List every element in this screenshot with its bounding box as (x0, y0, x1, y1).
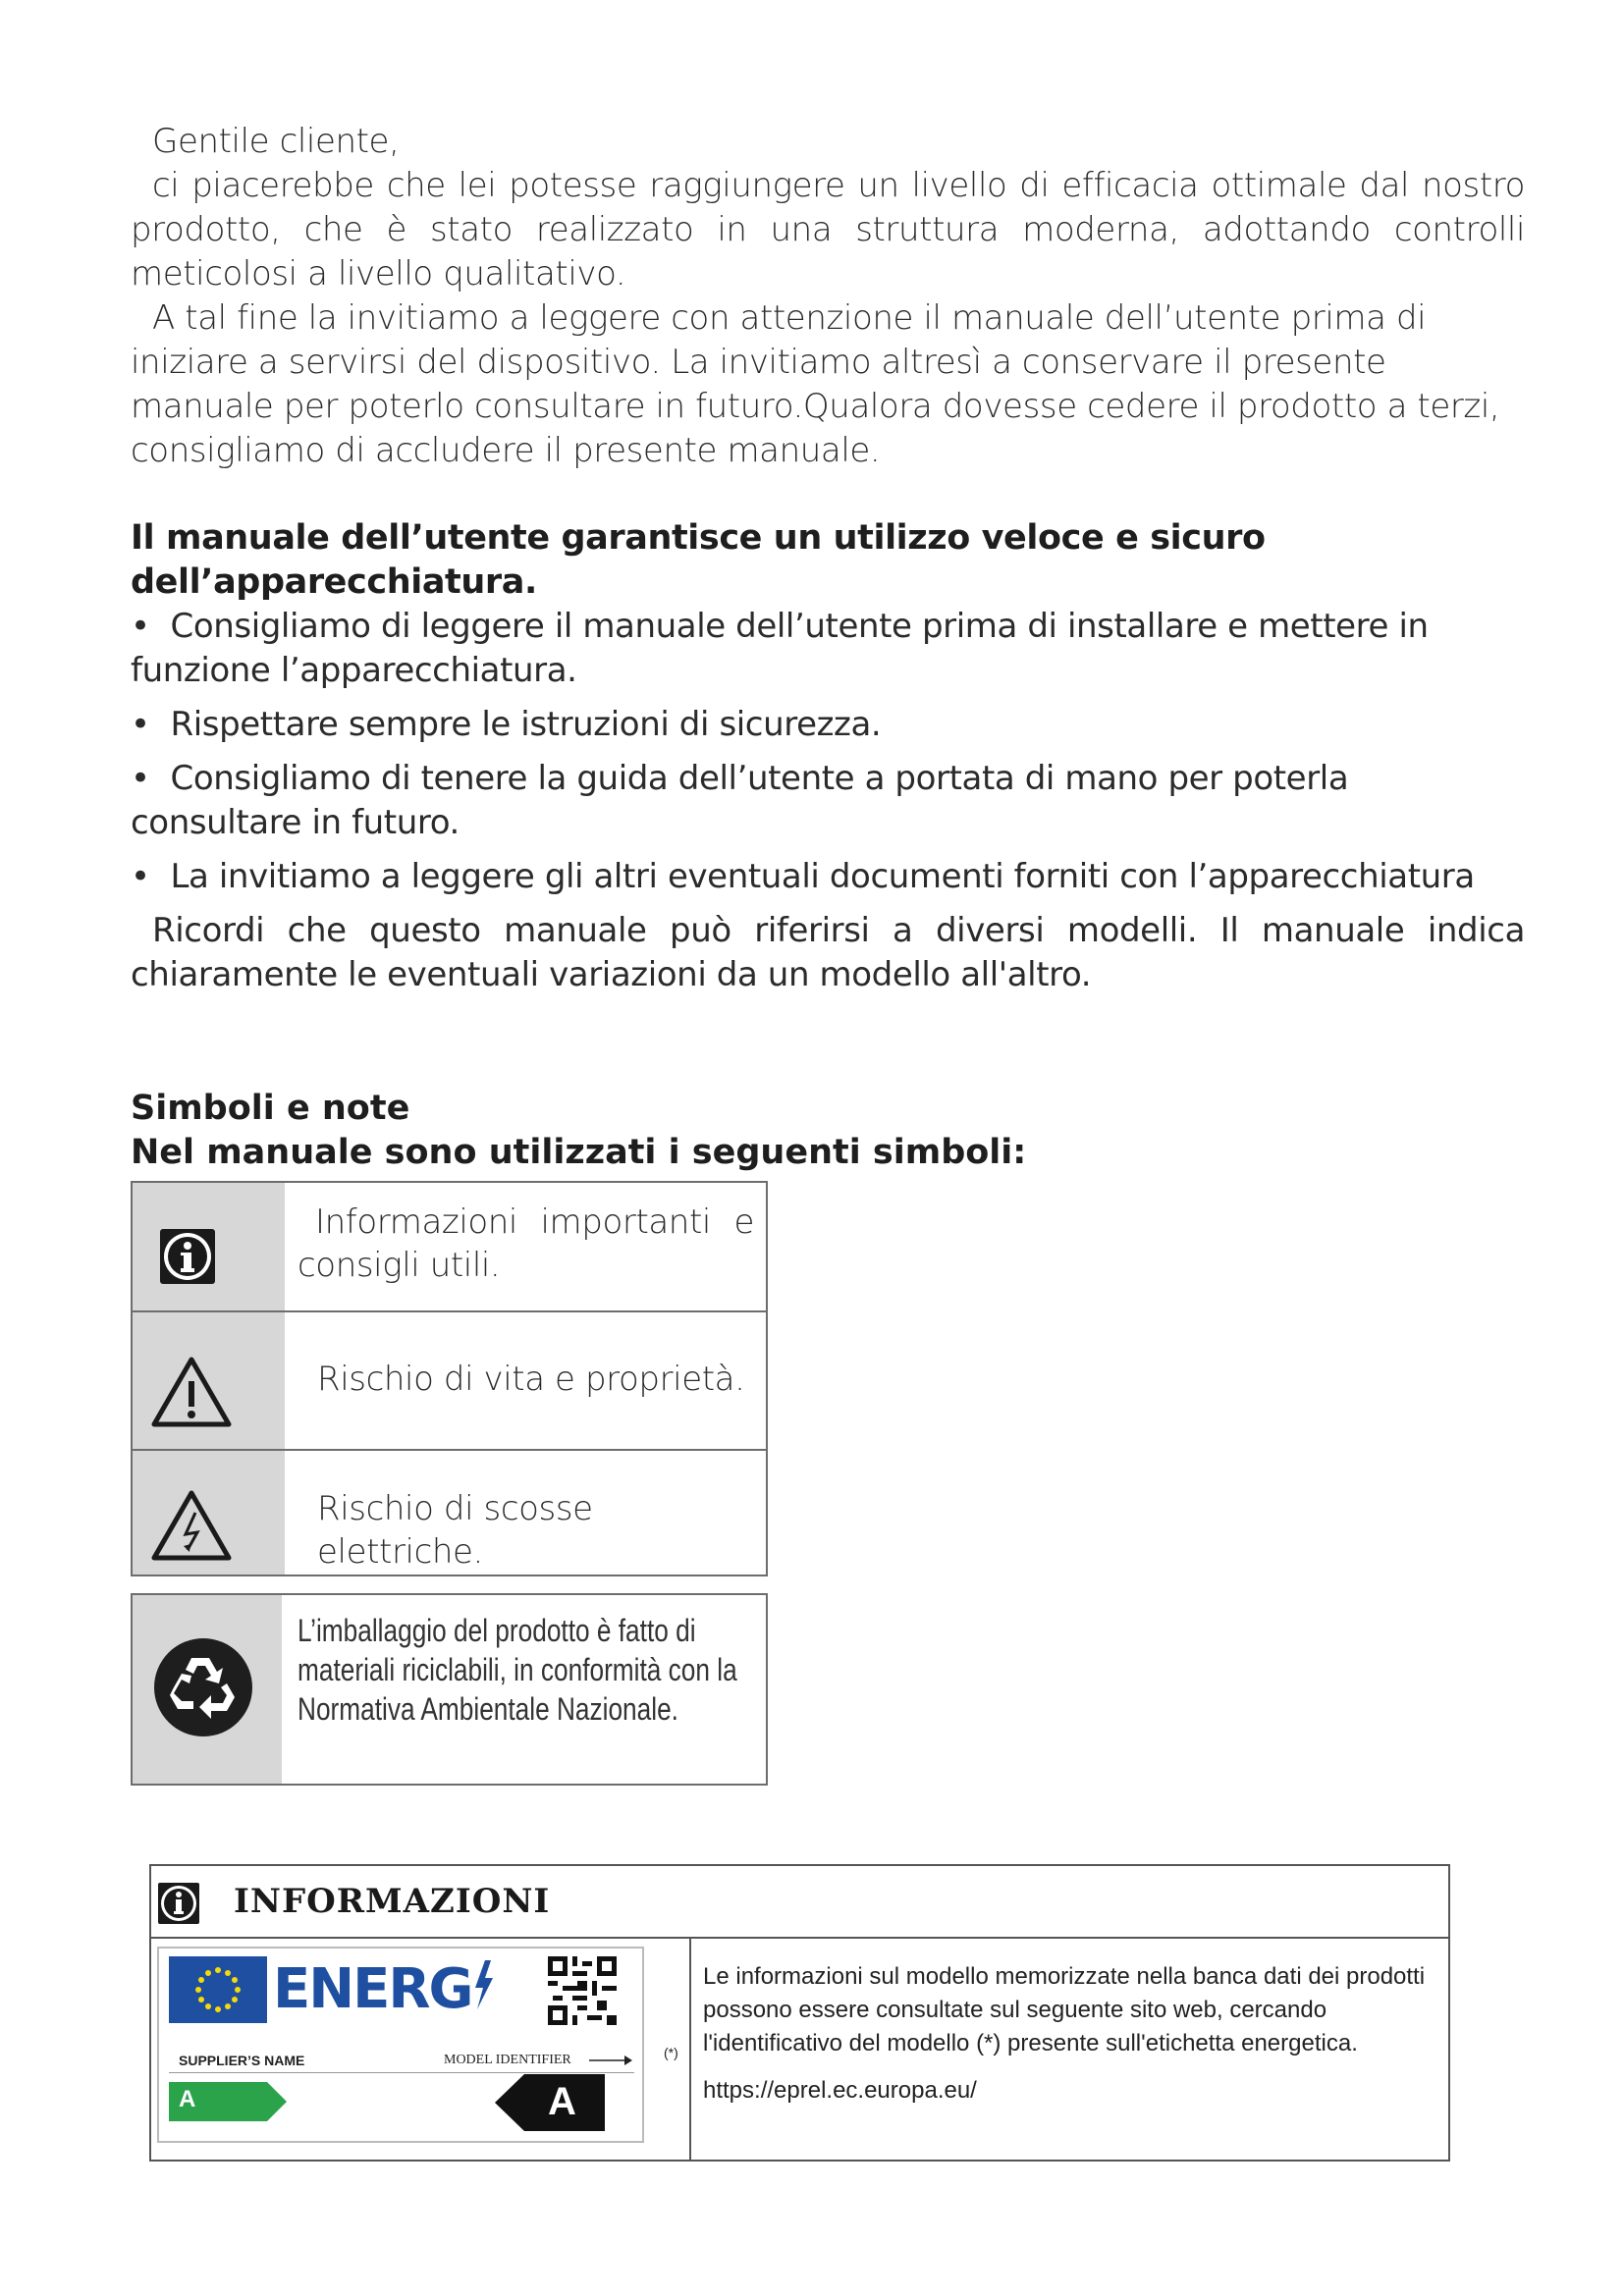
bullet-mark: • (131, 607, 150, 646)
symbols-section (131, 1087, 1525, 1175)
label-divider (169, 2072, 634, 2073)
divider (151, 1937, 1448, 1939)
divider (689, 1937, 691, 2162)
intro-section (131, 120, 1525, 473)
arrow-icon (589, 2053, 632, 2066)
intro-paragraph-2: A tal fine la invitiamo a leggere con attenzione il manuale dell’utente prima di iniziare a servirsi del dispositivo. La invitiamo altresì a conservare il presente manuale per poterlo consultare in futuro.Qualora dovesse cedere il prodotto a terzi, consigliamo di accludere il presente manuale. (131, 298, 1500, 470)
greeting: Gentile cliente, (152, 122, 400, 161)
energy-word: ENERG (273, 1957, 472, 2021)
symbol-row-text: Rischio di scosse elettriche. (317, 1489, 593, 1572)
class-small: A (179, 2086, 196, 2112)
energy-bolt-icon (471, 1954, 495, 2031)
information-text (703, 1960, 1430, 2108)
symbols-subheading: Nel manuale sono utilizzati i seguenti simboli: (131, 1133, 1027, 1172)
manual-heading-line2: dell’apparecchiatura. (131, 562, 537, 602)
information-title: INFORMAZIONI (234, 1882, 551, 1921)
eu-flag-icon (169, 1956, 267, 2023)
class-arrow-big (495, 2074, 605, 2131)
recycle-box (131, 1593, 768, 1786)
bullet-item (131, 855, 1525, 899)
bullet-text: Rispettare sempre le istruzioni di sicurezza. (170, 705, 882, 744)
class-big: A (548, 2080, 576, 2123)
supplier-name: SUPPLIER’S NAME (179, 2053, 305, 2068)
information-paragraph: Le informazioni sul modello memorizzate nella banca dati dei prodotti possono essere consultate sul seguente sito web, cercando l'identificativo del modello (*) presente sull'etichetta energetica. (703, 1963, 1426, 2056)
bullet-item (131, 703, 1525, 747)
symbol-row-text: Informazioni importanti e consigli utili. (298, 1202, 754, 1285)
model-asterisk: (*) (664, 2045, 678, 2060)
recycle-text: L’imballaggio del prodotto è fatto di materiali riciclabili, in conformità con la Normativa Ambientale Nazionale. (298, 1613, 737, 1727)
manual-section (131, 516, 1525, 997)
info-icon (158, 1227, 217, 1286)
intro-paragraph-1: ci piacerebbe che lei potesse raggiungere un livello di efficacia ottimale dal nostro prodotto, che è stato realizzato in una struttura moderna, adottando controlli meticolosi a livello qualitativo. (131, 166, 1525, 294)
recycle-icon (152, 1636, 254, 1738)
info-icon (157, 1882, 200, 1925)
row-divider (133, 1310, 766, 1312)
warning-icon (150, 1356, 233, 1428)
bullet-mark: • (131, 759, 150, 798)
eprel-link[interactable]: https://eprel.ec.europa.eu/ (703, 2077, 977, 2104)
energy-logo (273, 1954, 495, 2031)
symbols-table (131, 1181, 768, 1576)
bullet-text: Consigliamo di leggere il manuale dell’utente prima di installare e mettere in funzione l’apparecchiatura. (131, 607, 1429, 690)
bullet-mark: • (131, 705, 150, 744)
electric-shock-icon (150, 1489, 233, 1562)
models-note: Ricordi che questo manuale può riferirsi a diversi modelli. Il manuale indica chiaramente le eventuali variazioni da un modello all'altro. (131, 911, 1525, 994)
model-identifier: MODEL IDENTIFIER (444, 2053, 571, 2067)
symbols-heading: Simboli e note (131, 1089, 410, 1128)
bullet-item (131, 605, 1525, 693)
bullet-text: Consigliamo di tenere la guida dell’utente a portata di mano per poterla consultare in futuro. (131, 759, 1349, 842)
information-box (149, 1864, 1450, 2162)
bullet-mark: • (131, 857, 150, 896)
row-divider (133, 1449, 766, 1451)
energy-label (157, 1947, 678, 2143)
class-arrow-small (169, 2082, 287, 2121)
symbol-row-text: Rischio di vita e proprietà. (317, 1360, 745, 1399)
bullet-text: La invitiamo a leggere gli altri eventuali documenti forniti con l’apparecchiatura (170, 857, 1475, 896)
bullet-item (131, 757, 1525, 845)
qr-code-icon (548, 1956, 617, 2025)
manual-heading-line1: Il manuale dell’utente garantisce un utilizzo veloce e sicuro (131, 518, 1266, 558)
